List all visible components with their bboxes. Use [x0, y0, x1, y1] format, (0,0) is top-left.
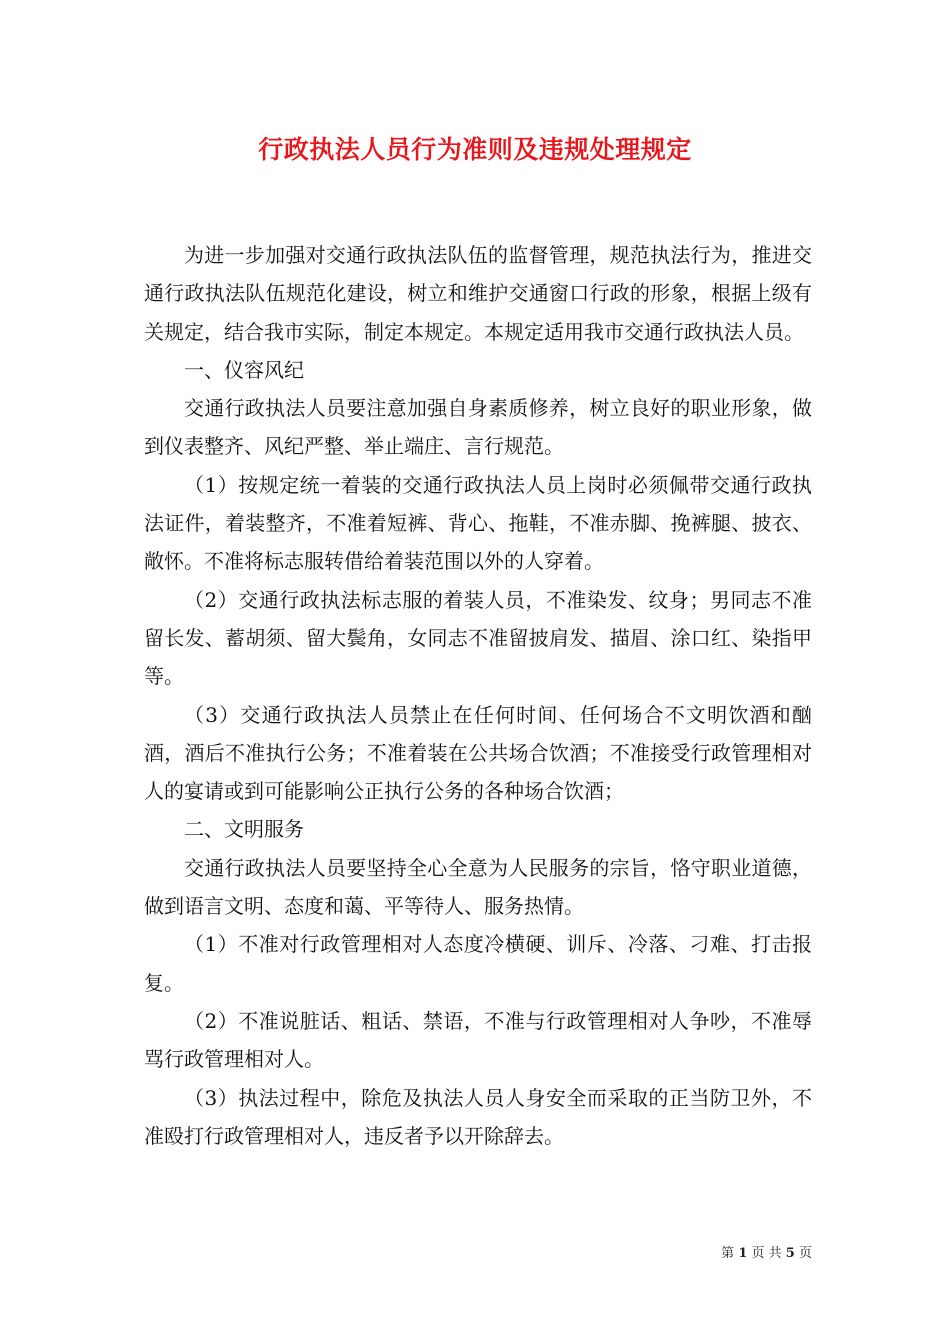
- paragraph-service-item-2: （2）不准说脏话、粗话、禁语，不准与行政管理相对人争吵，不准辱骂行政管理相对人。: [144, 1008, 812, 1072]
- paragraph-appearance-item-3: （3）交通行政执法人员禁止在任何时间、任何场合不文明饮酒和酗酒，酒后不准执行公务；不准着装在公共场合饮酒；不准接受行政管理相对人的宴请或到可能影响公正执行公务的各种场合饮酒；: [144, 702, 812, 804]
- footer-total-pages: 5: [785, 1246, 795, 1261]
- footer-middle: 页 共: [751, 1246, 782, 1261]
- paragraph-intro: 为进一步加强对交通行政执法队伍的监督管理，规范执法行为，推进交通行政执法队伍规范化建设，树立和维护交通窗口行政的形象，根据上级有关规定，结合我市实际，制定本规定。本规定适用我市交通行政执法人员。: [144, 243, 812, 344]
- document-title: 行政执法人员行为准则及违规处理规定: [258, 135, 692, 164]
- paragraph-service-item-3: （3）执法过程中，除危及执法人员人身安全而采取的正当防卫外，不准殴打行政管理相对人，违反者予以开除辞去。: [144, 1085, 812, 1148]
- footer-current-page: 1: [738, 1246, 748, 1261]
- footer-prefix: 第: [721, 1246, 735, 1261]
- paragraph-service-item-1: （1）不准对行政管理相对人态度冷横硬、训斥、冷落、刁难、打击报复。: [144, 932, 812, 995]
- paragraph-service-overview: 交通行政执法人员要坚持全心全意为人民服务的宗旨，恪守职业道德，做到语言文明、态度和蔼、平等待人、服务热情。: [144, 855, 812, 919]
- page-number-footer: [690, 1245, 812, 1263]
- paragraph-appearance-item-2: （2）交通行政执法标志服的着装人员，不准染发、纹身；男同志不准留长发、蓄胡须、留大鬓角，女同志不准留披肩发、描眉、涂口红、染指甲等。: [144, 587, 812, 689]
- paragraph-appearance-item-1: （1）按规定统一着装的交通行政执法人员上岗时必须佩带交通行政执法证件，着装整齐，不准着短裤、背心、拖鞋，不准赤脚、挽裤腿、披衣、敞怀。不准将标志服转借给着装范围以外的人穿着。: [144, 472, 812, 574]
- document-body: [144, 236, 812, 1155]
- footer-suffix: 页: [798, 1246, 812, 1261]
- section-heading-1: 一、仪容风纪: [184, 357, 304, 382]
- paragraph-appearance-overview: 交通行政执法人员要注意加强自身素质修养，树立良好的职业形象，做到仪表整齐、风纪严整、举止端庄、言行规范。: [144, 396, 812, 459]
- section-heading-2: 二、文明服务: [184, 817, 304, 842]
